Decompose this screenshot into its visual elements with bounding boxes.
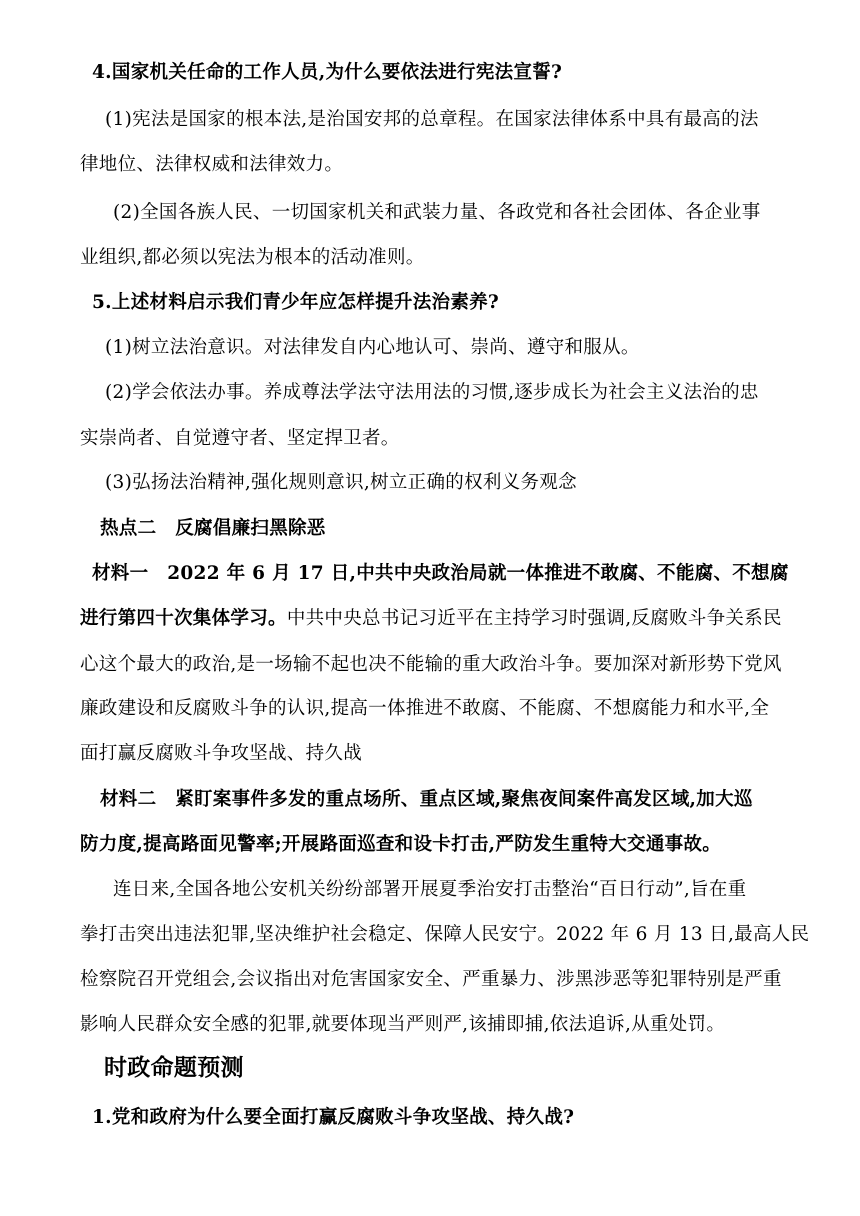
news-paragraph-line-2: 拳打击突出违法犯罪,坚决维护社会稳定、保障人民安宁。2022 年 6 月 13 日,最高人民 (80, 924, 810, 945)
material-1-line-4: 廉政建设和反腐败斗争的认识,提高一体推进不敢腐、不能腐、不想腐能力和水平,全 (80, 698, 770, 719)
news-paragraph-line-3: 检察院召开党组会,会议指出对危害国家安全、严重暴力、涉黑涉恶等犯罪特别是严重 (80, 969, 782, 990)
question-4: 4.国家机关任命的工作人员,为什么要依法进行宪法宣誓? (92, 62, 563, 83)
section-heading-prediction: 时政命题预测 (104, 1054, 244, 1081)
answer-4-1-line-2: 律地位、法律权威和法律效力。 (80, 154, 344, 175)
answer-4-1-line-1: (1)宪法是国家的根本法,是治国安邦的总章程。在国家法律体系中具有最高的法 (105, 109, 759, 130)
prediction-question-1: 1.党和政府为什么要全面打赢反腐败斗争攻坚战、持久战? (92, 1107, 575, 1128)
question-5: 5.上述材料启示我们青少年应怎样提升法治素养? (92, 292, 500, 313)
section-heading-hotspot-2: 热点二 反腐倡廉扫黑除恶 (100, 518, 326, 539)
news-paragraph-line-1: 连日来,全国各地公安机关纷纷部署开展夏季治安打击整治“百日行动”,旨在重 (113, 879, 747, 900)
material-2-line-2: 防力度,提高路面见警率;开展路面巡查和设卡打击,严防发生重特大交通事故。 (80, 834, 722, 855)
material-1-bold-text: 材料一 2022 年 6 月 17 日,中共中央政治局就一体推进不敢腐、不能腐、不想腐 (92, 563, 789, 584)
answer-5-1: (1)树立法治意识。对法律发自内心地认可、崇尚、遵守和服从。 (105, 337, 640, 358)
answer-4-2-line-2: 业组织,都必须以宪法为根本的活动准则。 (80, 247, 425, 268)
answer-5-2-line-2: 实崇尚者、自觉遵守者、坚定捍卫者。 (80, 428, 400, 449)
material-1-line-5: 面打赢反腐败斗争攻坚战、持久战 (80, 743, 363, 764)
material-1-line-3: 心这个最大的政治,是一场输不起也决不能输的重大政治斗争。要加深对新形势下党风 (80, 654, 782, 675)
news-paragraph-line-4: 影响人民群众安全感的犯罪,就要体现当严则严,该捕即捕,依法追诉,从重处罚。 (80, 1014, 726, 1035)
answer-4-2-line-1: (2)全国各族人民、一切国家机关和武装力量、各政党和各社会团体、各企业事 (113, 202, 761, 223)
material-1-line-1 (92, 562, 789, 586)
material-1-line-2 (80, 607, 782, 631)
material-1-normal-text: 中共中央总书记习近平在主持学习时强调,反腐败斗争关系民 (286, 608, 782, 629)
answer-5-2-line-1: (2)学会依法办事。养成尊法学法守法用法的习惯,逐步成长为社会主义法治的忠 (105, 382, 759, 403)
material-2-line-1: 材料二 紧盯案事件多发的重点场所、重点区域,聚焦夜间案件高发区域,加大巡 (100, 789, 753, 810)
answer-5-3: (3)弘扬法治精神,强化规则意识,树立正确的权利义务观念 (105, 472, 577, 493)
material-1-bold-tail: 进行第四十次集体学习。 (80, 608, 287, 629)
